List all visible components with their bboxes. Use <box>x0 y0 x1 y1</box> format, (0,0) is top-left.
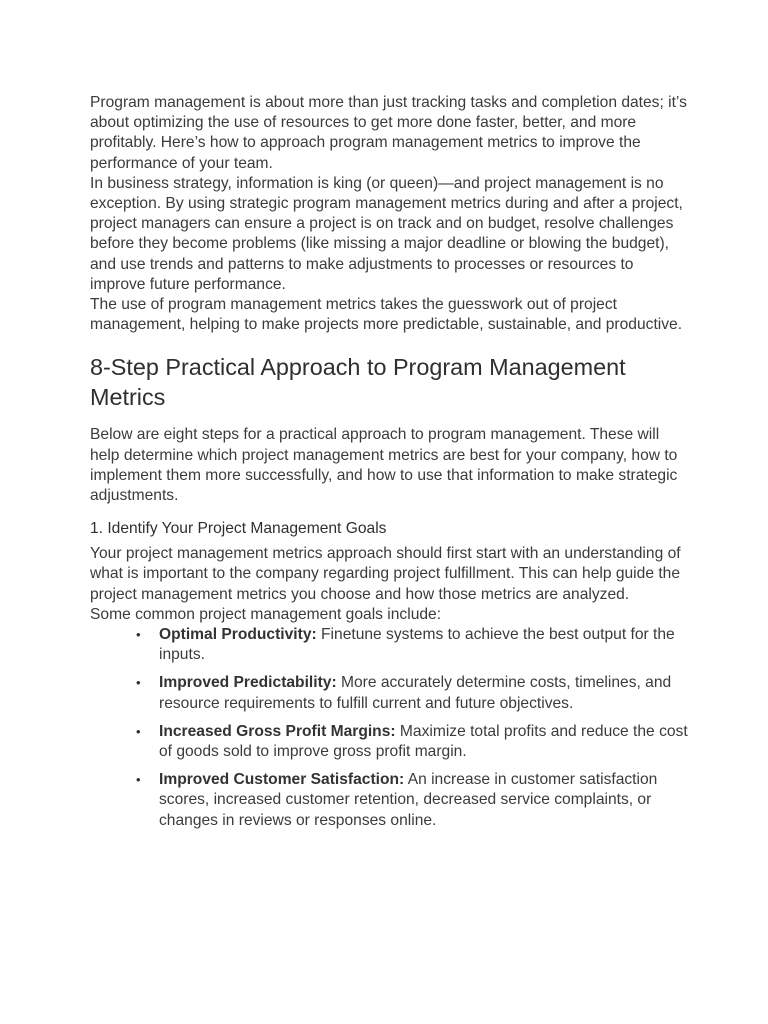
goal-text: Maximize total profits and reduce the cost of goods sold to improve gross profit margin. <box>159 722 688 761</box>
goals-list-intro: Some common project management goals include: <box>90 605 442 623</box>
section-heading: 8-Step Practical Approach to Program Management Metrics <box>90 354 626 411</box>
goal-text: An increase in customer satisfaction scores, increased customer retention, decreased service complaints, or changes in reviews or responses online. <box>159 771 658 829</box>
goal-term: Optimal Productivity: <box>159 626 317 644</box>
bullet-icon: • <box>136 772 141 788</box>
bullet-icon: • <box>136 627 141 643</box>
bullet-icon: • <box>136 675 141 691</box>
intro-paragraph-1: Program management is about more than just tracking tasks and completion dates; it’s about optimizing the use of resources to get more done faster, better, and more profitably. Here’s how to approach program management metrics to improve the performance of your team. <box>90 94 687 172</box>
list-item <box>90 673 690 713</box>
goals-list <box>90 625 690 831</box>
section-intro: Below are eight steps for a practical approach to program management. These will help determine which project management metrics are best for your company, how to implement them more successfully, and how to use that information to make strategic adjustments. <box>90 426 678 505</box>
goal-term: Improved Customer Satisfaction: <box>159 771 405 789</box>
step-1-body: Your project management metrics approach should first start with an understanding of what is important to the company regarding project fulfillment. This can help guide the project management metrics you choose and how those metrics are analyzed. <box>90 545 681 603</box>
document-page <box>90 93 690 839</box>
goal-text: More accurately determine costs, timelines, and resource requirements to fulfill current and future objectives. <box>159 674 672 712</box>
goal-term: Increased Gross Profit Margins: <box>159 722 396 740</box>
list-item <box>90 770 690 831</box>
bullet-icon: • <box>136 723 141 739</box>
list-item <box>90 625 690 665</box>
goal-text: Finetune systems to achieve the best output for the inputs. <box>159 626 675 664</box>
intro-paragraph-2: In business strategy, information is king (or queen)—and project management is no exception. By using strategic program management metrics during and after a project, project managers can ensure a project is on track and on budget, resolve challenges before they become problems (like missing a major deadline or blowing the budget), and use trends and patterns to make adjustments to processes or resources to improve future performance. <box>90 174 683 293</box>
list-item <box>90 722 690 762</box>
goal-term: Improved Predictability: <box>159 674 337 692</box>
step-1-heading: 1. Identify Your Project Management Goals <box>90 520 387 538</box>
intro-paragraph-3: The use of program management metrics takes the guesswork out of project management, helping to make projects more predictable, sustainable, and productive. <box>90 296 683 334</box>
